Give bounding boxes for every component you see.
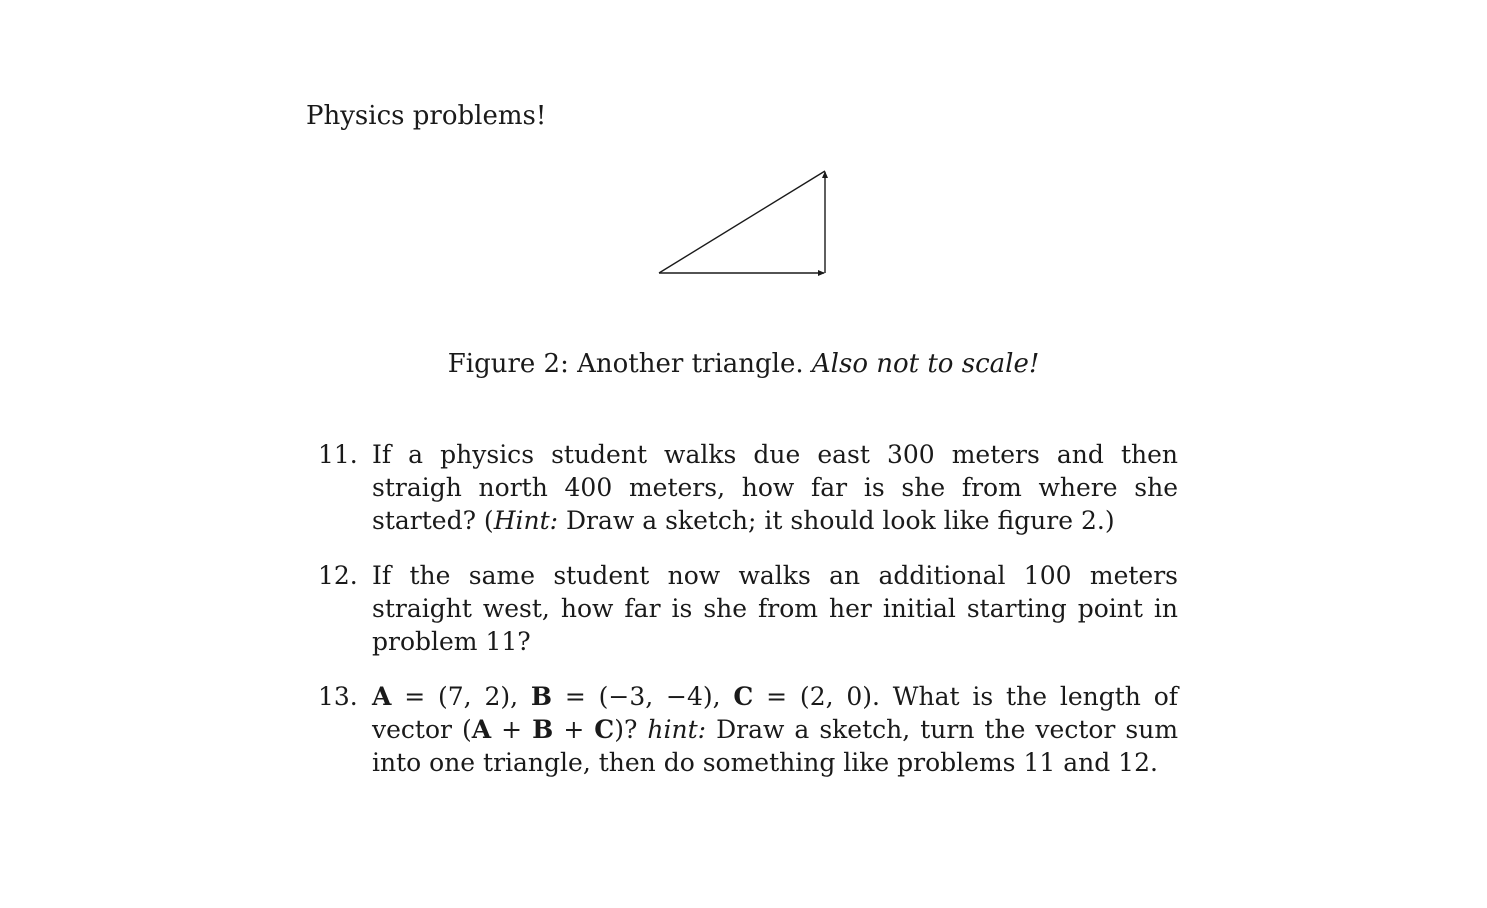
problem-text: If the same student now walks an additional 100 meters straight west, how far is she from her initial starting point in problem 11? — [372, 561, 1178, 656]
problem-number: 12. — [318, 561, 358, 590]
problem-13 — [318, 680, 1178, 779]
vector-b: B — [530, 682, 553, 711]
problem-11 — [318, 438, 1178, 537]
problem-number: 11. — [318, 440, 358, 469]
sum-vector-a: A — [471, 715, 492, 744]
plus-sign: + — [491, 715, 533, 744]
problem-12 — [318, 559, 1178, 658]
hint-label: Hint: — [493, 506, 559, 535]
vector-b-value: = (−3, −4), — [552, 682, 734, 711]
sum-vector-b: B — [532, 715, 554, 744]
problem-text: If a physics student walks due east 300 meters and then straigh north 400 meters, how far is she from where she started? ( — [372, 440, 1178, 535]
caption-text: Another triangle. — [577, 349, 804, 379]
triangle-diagram — [640, 160, 840, 285]
plus-sign: + — [553, 715, 595, 744]
hypotenuse-line — [659, 171, 825, 273]
sum-vector-c: C — [594, 715, 615, 744]
vector-c: C — [733, 682, 754, 711]
hint-label: hint: — [647, 715, 707, 744]
problem-number: 13. — [318, 682, 358, 711]
vector-a: A — [372, 682, 392, 711]
figure-2 — [0, 0, 1487, 400]
sum-close: )? — [614, 715, 648, 744]
problem-text-cont: Draw a sketch, turn the vector sum into one triangle, then do something like problems 11 and 12. — [372, 715, 1179, 777]
page-title: Physics problems! — [306, 101, 547, 131]
problem-text-cont: Draw a sketch; it should look like figure 2.) — [558, 506, 1115, 535]
problem-list — [318, 438, 1178, 801]
figure-caption — [0, 346, 1487, 382]
caption-emphasis: Also not to scale! — [811, 349, 1040, 379]
vector-a-value: = (7, 2), — [391, 682, 531, 711]
vector-c-value: = (2, 0). What is the length of vector ( — [372, 682, 1178, 744]
caption-label: Figure 2: — [447, 349, 569, 379]
